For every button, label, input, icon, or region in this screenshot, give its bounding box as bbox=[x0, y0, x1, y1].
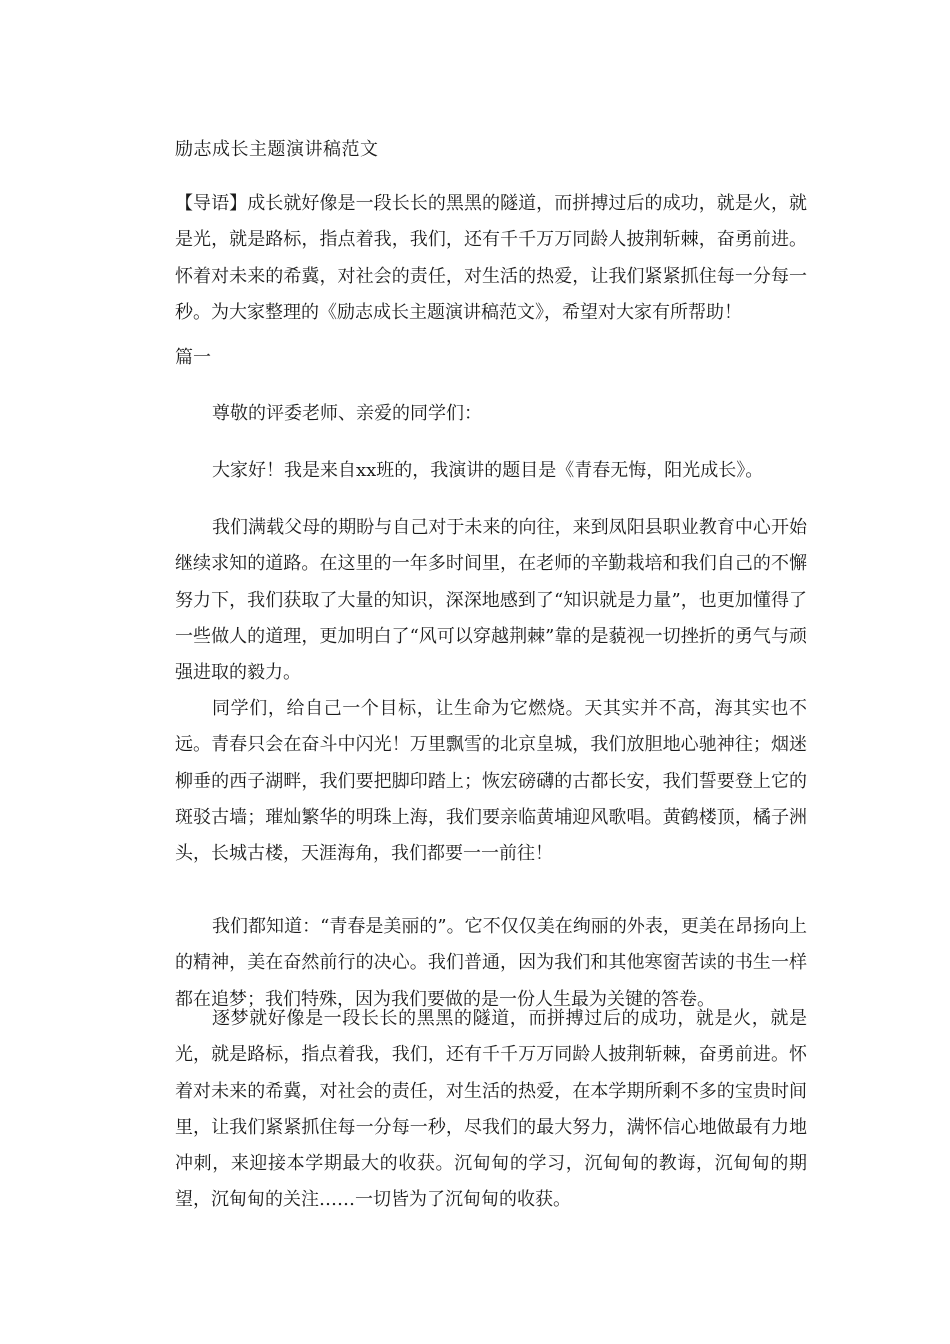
body-paragraph: 我们都知道：“青春是美丽的”。它不仅仅美在绚丽的外表，更美在昂扬向上的精神，美在奋然前行的决心。我们普通，因为我们和其他寒窗苦读的书生一样都在追梦；我们特殊，因为我们要做的是一份人生最为关键的答卷。 bbox=[175, 916, 807, 1010]
greeting: 大家好！我是来自xx班的，我演讲的题目是《青春无悔，阳光成长》。 bbox=[212, 460, 764, 481]
body-paragraph: 我们满载父母的期盼与自己对于未来的向往，来到凤阳县职业教育中心开始继续求知的道路。在这里的一年多时间里，在老师的辛勤栽培和我们自己的不懈努力下，我们获取了大量的知识，深深地感到了“知识就是力量”，也更加懂得了一些做人的道理，更加明白了“风可以穿越荆棘”靠的是藐视一切挫折的勇气与顽强进取的毅力。 bbox=[175, 517, 807, 684]
body-paragraph: 逐梦就好像是一段长长的黑黑的隧道，而拼搏过后的成功，就是火，就是光，就是路标，指点着我，我们，还有千千万万同龄人披荆斩棘，奋勇前进。怀着对未来的希冀，对社会的责任，对生活的热爱，在本学期所剩不多的宝贵时间里，让我们紧紧抓住每一分每一秒，尽我们的最大努力，满怀信心地做最有力地冲刺，来迎接本学期最大的收获。沉甸甸的学习，沉甸甸的教诲，沉甸甸的期望，沉甸甸的关注……一切皆为了沉甸甸的收获。 bbox=[175, 1008, 807, 1211]
body-paragraph: 同学们，给自己一个目标，让生命为它燃烧。天其实并不高，海其实也不远。青春只会在奋斗中闪光！万里飘雪的北京皇城，我们放胆地心驰神往；烟迷柳垂的西子湖畔，我们要把脚印踏上；恢宏磅礴的古都长安，我们誓要登上它的斑驳古墙；璀灿繁华的明珠上海，我们要亲临黄埔迎风歌唱。黄鹤楼顶，橘子洲头，长城古楼，天涯海角，我们都要一一前往！ bbox=[175, 698, 807, 865]
document-title: 励志成长主题演讲稿范文 bbox=[175, 139, 379, 160]
intro-paragraph: 【导语】成长就好像是一段长长的黑黑的隧道，而拼搏过后的成功，就是火，就是光，就是路标，指点着我，我们，还有千千万万同龄人披荆斩棘，奋勇前进。怀着对未来的希冀，对社会的责任，对生活的热爱，让我们紧紧抓住每一分每一秒。为大家整理的《励志成长主题演讲稿范文》，希望对大家有所帮助！ bbox=[175, 193, 807, 323]
salutation: 尊敬的评委老师、亲爱的同学们： bbox=[212, 403, 482, 424]
section-heading: 篇一 bbox=[175, 347, 211, 368]
